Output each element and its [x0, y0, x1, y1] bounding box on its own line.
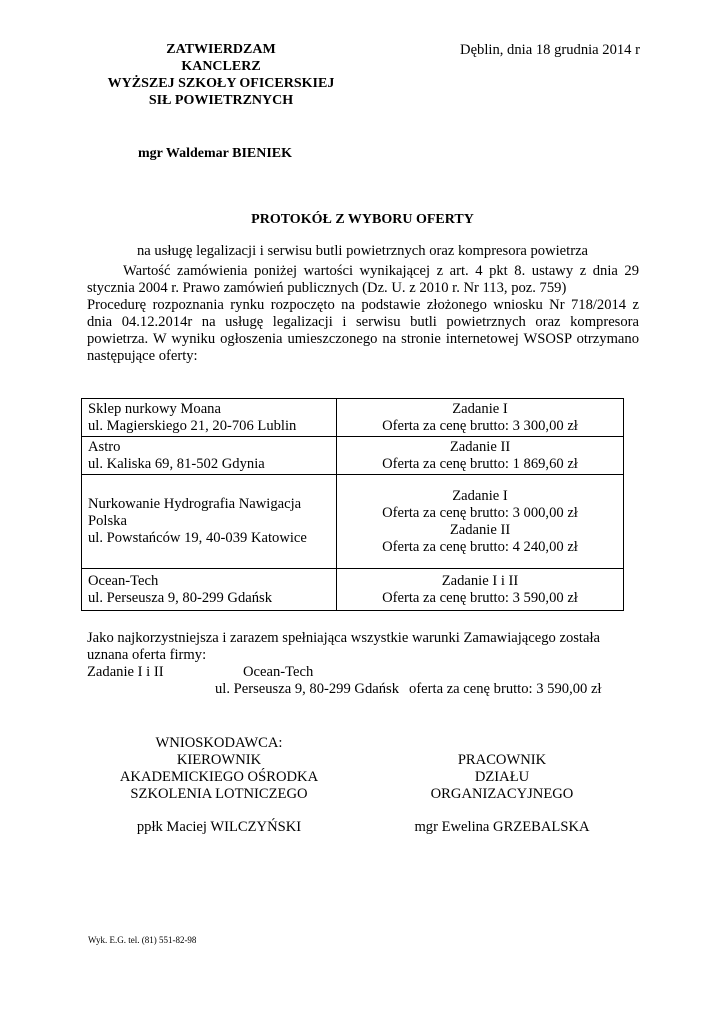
paragraph-procedure: Procedurę rozpoznania rynku rozpoczęto na podstawie złożonego wniosku Nr 718/2014 z dnia 04.12.2014r na usługę legalizacji i serwisu butli powietrznych oraz kompresora powietrza. W wyniku ogłoszenia umieszczonego na stronie internetowej WSOSP otrzymano następujące oferty: — [87, 297, 639, 364]
company-name: Ocean-Tech — [88, 572, 159, 589]
winner-address: ul. Perseusza 9, 80-299 Gdańsk — [215, 681, 400, 697]
offer-task: Zadanie II — [449, 521, 511, 538]
winner-name: Ocean-Tech — [243, 664, 314, 680]
signature-block-right — [400, 752, 604, 803]
offer-price-cell — [337, 569, 624, 611]
approval-line: WYŻSZEJ SZKOŁY OFICERSKIEJ — [107, 76, 335, 91]
table-row — [82, 437, 624, 475]
signature-line: AKADEMICKIEGO OŚRODKA — [119, 769, 319, 785]
signatory-name-right: mgr Ewelina GRZEBALSKA — [414, 819, 590, 835]
conclusion-text: Jako najkorzystniejsza i zarazem spełniająca wszystkie warunki Zamawiającego została uznana oferta firmy: — [87, 630, 600, 663]
offer-price-cell — [337, 437, 624, 475]
approval-line: SIŁ POWIETRZNYCH — [148, 93, 294, 108]
offer-company-cell — [82, 569, 337, 611]
offers-table — [81, 398, 624, 611]
company-name: Astro — [88, 438, 121, 455]
winner-price: oferta za cenę brutto: 3 590,00 zł — [409, 681, 602, 697]
table-row — [82, 399, 624, 437]
approval-line: ZATWIERDZAM — [166, 42, 276, 57]
winner-task: Zadanie I i II — [87, 664, 164, 680]
signatory-name-left: ppłk Maciej WILCZYŃSKI — [136, 819, 302, 835]
offer-price: Oferta za cenę brutto: 3 590,00 zł — [382, 589, 578, 606]
footer-note: Wyk. E.G. tel. (81) 551-82-98 — [88, 935, 197, 945]
company-address: ul. Kaliska 69, 81-502 Gdynia — [88, 455, 265, 472]
offer-price: Oferta za cenę brutto: 1 869,60 zł — [382, 455, 578, 472]
winner-address-line — [215, 681, 602, 698]
company-name: Nurkowanie Hydrografia Nawigacja — [88, 496, 302, 512]
document-subject: na usługę legalizacji i serwisu butli powietrznych oraz kompresora powietrza — [137, 243, 589, 259]
table-row — [82, 569, 624, 611]
offer-task: Zadanie I — [452, 400, 508, 417]
signature-line: KIEROWNIK — [176, 752, 262, 768]
company-name: Sklep nurkowy Moana — [88, 400, 221, 417]
offer-task: Zadanie I — [452, 487, 508, 504]
offer-price-cell — [337, 475, 624, 569]
approval-block — [90, 41, 352, 109]
offer-task: Zadanie I i II — [441, 572, 519, 589]
date-line: Dęblin, dnia 18 grudnia 2014 r — [460, 42, 640, 58]
offer-task: Zadanie II — [449, 438, 511, 455]
signature-line: DZIAŁU — [474, 769, 530, 785]
company-address: ul. Perseusza 9, 80-299 Gdańsk — [88, 589, 273, 606]
approval-line: KANCLERZ — [181, 59, 261, 74]
offer-price-cell — [337, 399, 624, 437]
signature-line: PRACOWNIK — [457, 752, 547, 768]
offer-company-cell — [82, 475, 337, 569]
company-name-continued: Polska — [88, 513, 127, 529]
signature-line: WNIOSKODAWCA: — [155, 735, 283, 751]
company-address: ul. Magierskiego 21, 20-706 Lublin — [88, 417, 297, 434]
table-row — [82, 475, 624, 569]
document-title: PROTOKÓŁ Z WYBORU OFERTY — [251, 212, 474, 227]
offer-price: Oferta za cenę brutto: 3 300,00 zł — [382, 417, 578, 434]
signature-block-left — [100, 735, 338, 803]
signature-line: ORGANIZACYJNEGO — [430, 786, 574, 802]
offer-price: Oferta za cenę brutto: 3 000,00 zł — [382, 504, 578, 521]
offer-company-cell — [82, 399, 337, 437]
offer-company-cell — [82, 437, 337, 475]
paragraph-value: Wartość zamówienia poniżej wartości wynikającej z art. 4 pkt 8. ustawy z dnia 29 stycznia 2004 r. Prawo zamówień publicznych (Dz. U. z 2010 r. Nr 113, poz. 759) — [87, 263, 639, 296]
offer-price: Oferta za cenę brutto: 4 240,00 zł — [382, 538, 578, 555]
approver-name: mgr Waldemar BIENIEK — [138, 146, 293, 161]
signature-line: SZKOLENIA LOTNICZEGO — [130, 786, 308, 802]
company-address: ul. Powstańców 19, 40-039 Katowice — [88, 530, 307, 546]
